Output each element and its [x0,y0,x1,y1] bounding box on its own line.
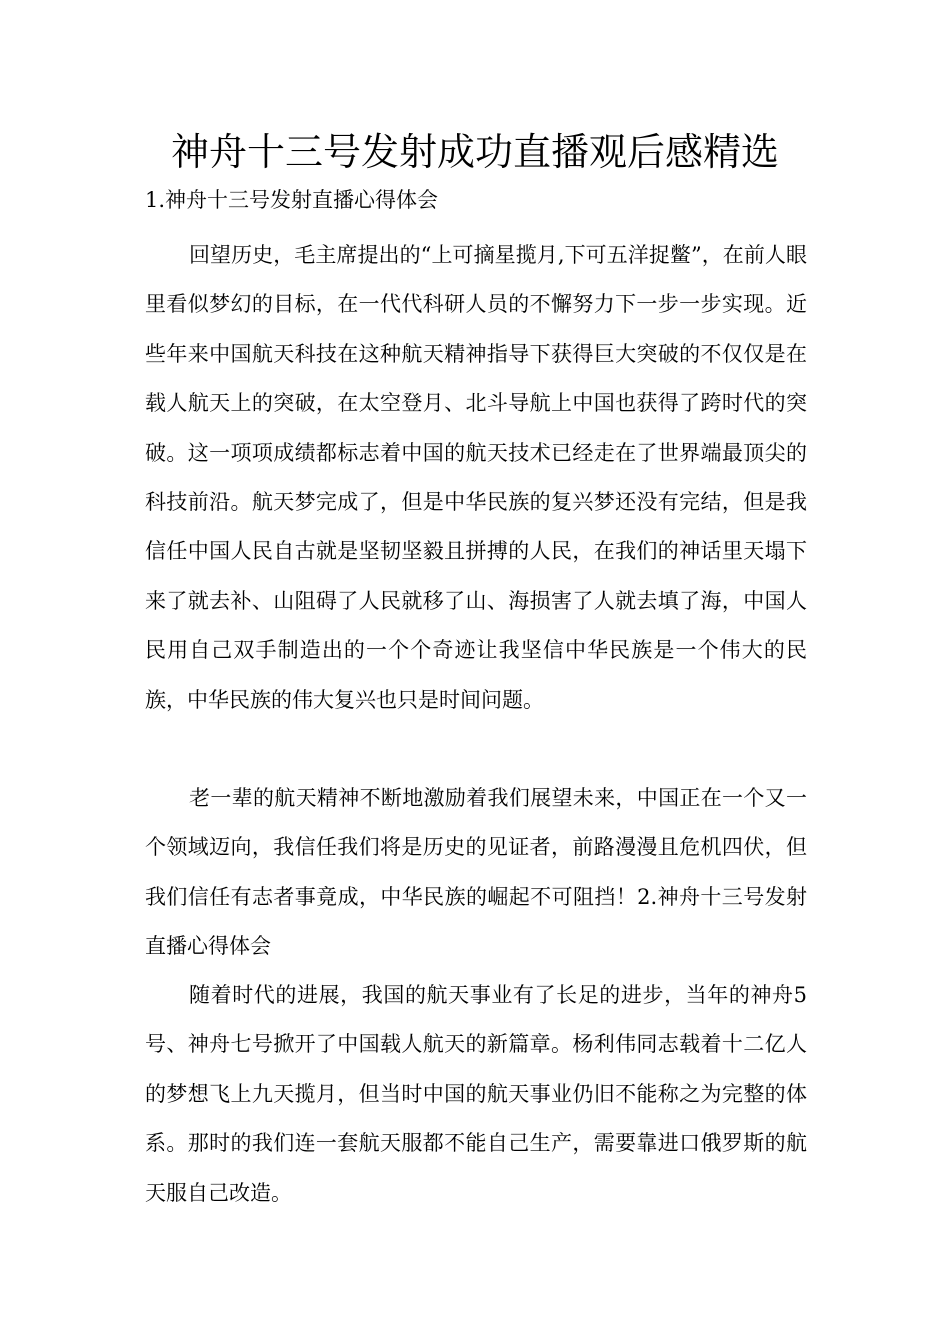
body-paragraph: 老一辈的航天精神不断地激励着我们展望未来，中国正在一个又一个领域迈向，我信任我们将是历史的见证者，前路漫漫且危机四伏，但我们信任有志者事竟成，中华民族的崛起不可阻挡！2.神舟十三号发射直播心得体会 [145,786,807,959]
section-heading: 1.神舟十三号发射直播心得体会 [145,188,439,212]
body-paragraph: 回望历史，毛主席提出的“上可摘星揽月,下可五洋捉鳖”，在前人眼里看似梦幻的目标，在一代代科研人员的不懈努力下一步一步实现。近些年来中国航天科技在这种航天精神指导下获得巨大突破的不仅仅是在载人航天上的突破，在太空登月、北斗导航上中国也获得了跨时代的突破。这一项项成绩都标志着中国的航天技术已经走在了世界端最顶尖的科技前沿。航天梦完成了，但是中华民族的复兴梦还没有完结，但是我信任中国人民自古就是坚韧坚毅且拼搏的人民，在我们的神话里天塌下来了就去补、山阻碍了人民就移了山、海损害了人就去填了海，中国人民用自己双手制造出的一个个奇迹让我坚信中华民族是一个伟大的民族，中华民族的伟大复兴也只是时间问题。 [145,243,807,712]
document-title: 神舟十三号发射成功直播观后感精选 [170,130,779,174]
body-paragraph: 随着时代的进展，我国的航天事业有了长足的进步，当年的神舟5号、神舟七号掀开了中国载人航天的新篇章。杨利伟同志载着十二亿人的梦想飞上九天揽月，但当时中国的航天事业仍旧不能称之为完整的体系。那时的我们连一套航天服都不能自己生产，需要靠进口俄罗斯的航天服自己改造。 [145,983,807,1205]
